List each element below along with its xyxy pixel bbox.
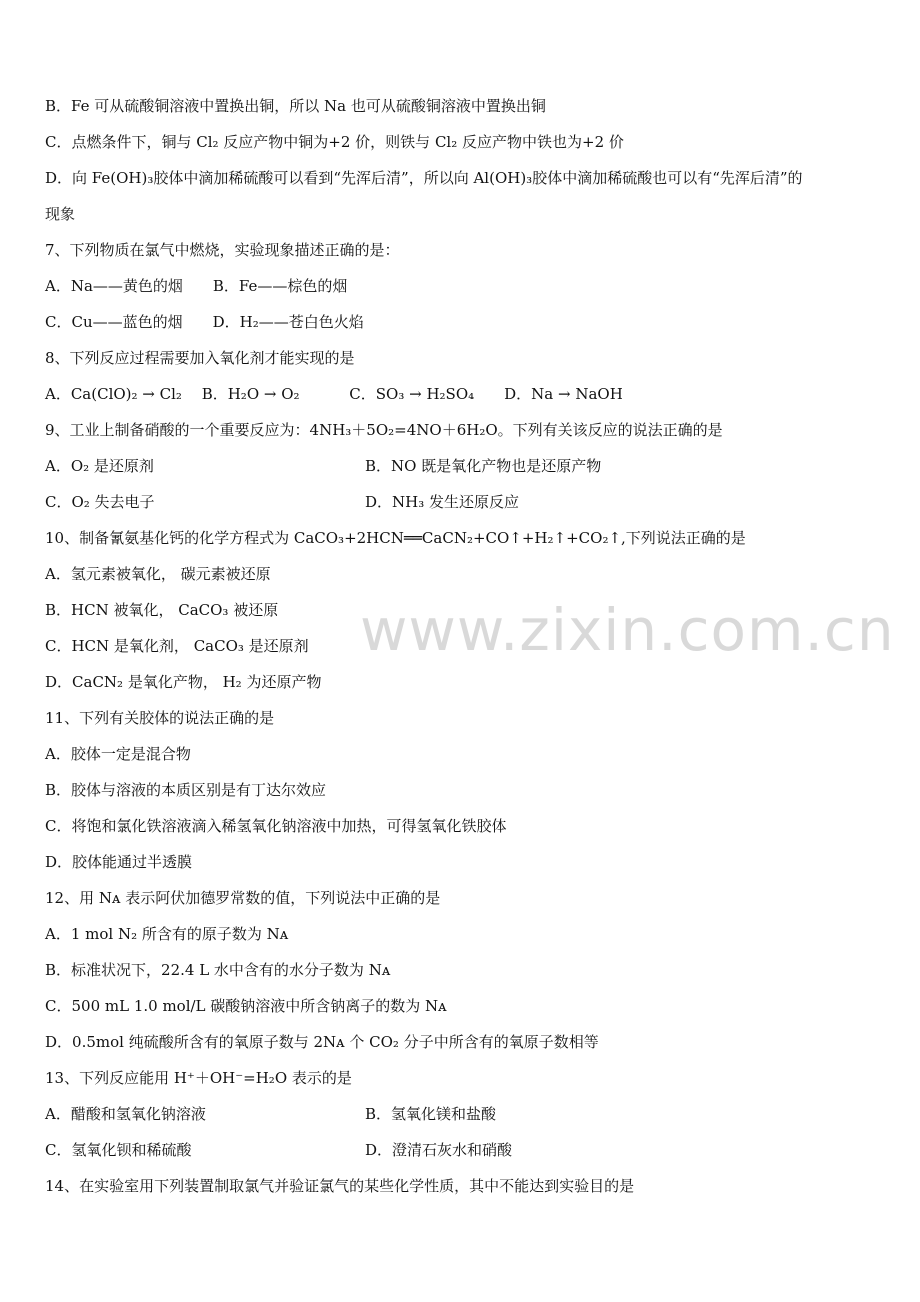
text-line: C．点燃条件下，铜与 Cl₂ 反应产物中铜为+2 价，则铁与 Cl₂ 反应产物中铁也为+2 价: [45, 133, 624, 151]
option-c: C．O₂ 失去电子: [45, 493, 155, 511]
option-b: B．NO 既是氧化产物也是还原产物: [365, 457, 602, 475]
option-line: B．HCN 被氧化， CaCO₃ 被还原: [45, 601, 279, 619]
option-b: B．氢氧化镁和盐酸: [365, 1105, 497, 1123]
question-11: 11、下列有关胶体的说法正确的是: [45, 709, 275, 727]
option-line: A．Na——黄色的烟 B．Fe——棕色的烟: [45, 277, 348, 295]
option-a: A．O₂ 是还原剂: [45, 457, 154, 475]
option-line: A．Ca(ClO)₂ → Cl₂ B．H₂O → O₂ C．SO₃ → H₂SO₄ D．Na → NaOH: [45, 385, 623, 403]
option-line: [45, 1104, 880, 1124]
option-line: B．标准状况下，22.4 L 水中含有的水分子数为 Nᴀ: [45, 961, 391, 979]
question-12: 12、用 Nᴀ 表示阿伏加德罗常数的值，下列说法中正确的是: [45, 889, 441, 907]
option-line: A．胶体一定是混合物: [45, 745, 191, 763]
text-line: D．向 Fe(OH)₃胶体中滴加稀硫酸可以看到“先浑后清”，所以向 Al(OH)₃胶体中滴加稀硫酸也可以有“先浑后清”的: [45, 169, 803, 187]
option-line: A．氢元素被氧化， 碳元素被还原: [45, 565, 271, 583]
question-8: 8、下列反应过程需要加入氧化剂才能实现的是: [45, 349, 355, 367]
option-line: C．将饱和氯化铁溶液滴入稀氢氧化钠溶液中加热，可得氢氧化铁胶体: [45, 817, 507, 835]
question-13: 13、下列反应能用 H⁺＋OH⁻=H₂O 表示的是: [45, 1069, 352, 1087]
option-line: [45, 492, 880, 512]
option-line: D．0.5mol 纯硫酸所含有的氧原子数与 2Nᴀ 个 CO₂ 分子中所含有的氧原子数相等: [45, 1033, 599, 1051]
option-line: [45, 1140, 880, 1160]
watermark: www.zixin.com.cn: [360, 596, 895, 664]
question-10: 10、制备氰氨基化钙的化学方程式为 CaCO₃+2HCN══CaCN₂+CO↑+H₂↑+CO₂↑,下列说法正确的是: [45, 529, 746, 547]
option-a: A．醋酸和氢氧化钠溶液: [45, 1105, 206, 1123]
option-c: C．氢氧化钡和稀硫酸: [45, 1141, 192, 1159]
option-line: C．500 mL 1.0 mol/L 碳酸钠溶液中所含钠离子的数为 Nᴀ: [45, 997, 447, 1015]
option-line: D．CaCN₂ 是氧化产物， H₂ 为还原产物: [45, 673, 322, 691]
option-line: D．胶体能通过半透膜: [45, 853, 193, 871]
text-line: 现象: [45, 205, 76, 223]
option-line: [45, 456, 880, 476]
question-14: 14、在实验室用下列装置制取氯气并验证氯气的某些化学性质，其中不能达到实验目的是: [45, 1177, 635, 1195]
option-d: D．NH₃ 发生还原反应: [365, 493, 520, 511]
question-7: 7、下列物质在氯气中燃烧，实验现象描述正确的是：: [45, 241, 400, 259]
text-line: B．Fe 可从硫酸铜溶液中置换出铜，所以 Na 也可从硫酸铜溶液中置换出铜: [45, 97, 546, 115]
option-line: B．胶体与溶液的本质区别是有丁达尔效应: [45, 781, 327, 799]
option-line: A．1 mol N₂ 所含有的原子数为 Nᴀ: [45, 925, 289, 943]
question-9: 9、工业上制备硝酸的一个重要反应为：4NH₃＋5O₂=4NO＋6H₂O。下列有关该反应的说法正确的是: [45, 421, 723, 439]
option-d: D．澄清石灰水和硝酸: [365, 1141, 513, 1159]
option-line: C．HCN 是氧化剂， CaCO₃ 是还原剂: [45, 637, 309, 655]
option-line: C．Cu——蓝色的烟 D．H₂——苍白色火焰: [45, 313, 364, 331]
